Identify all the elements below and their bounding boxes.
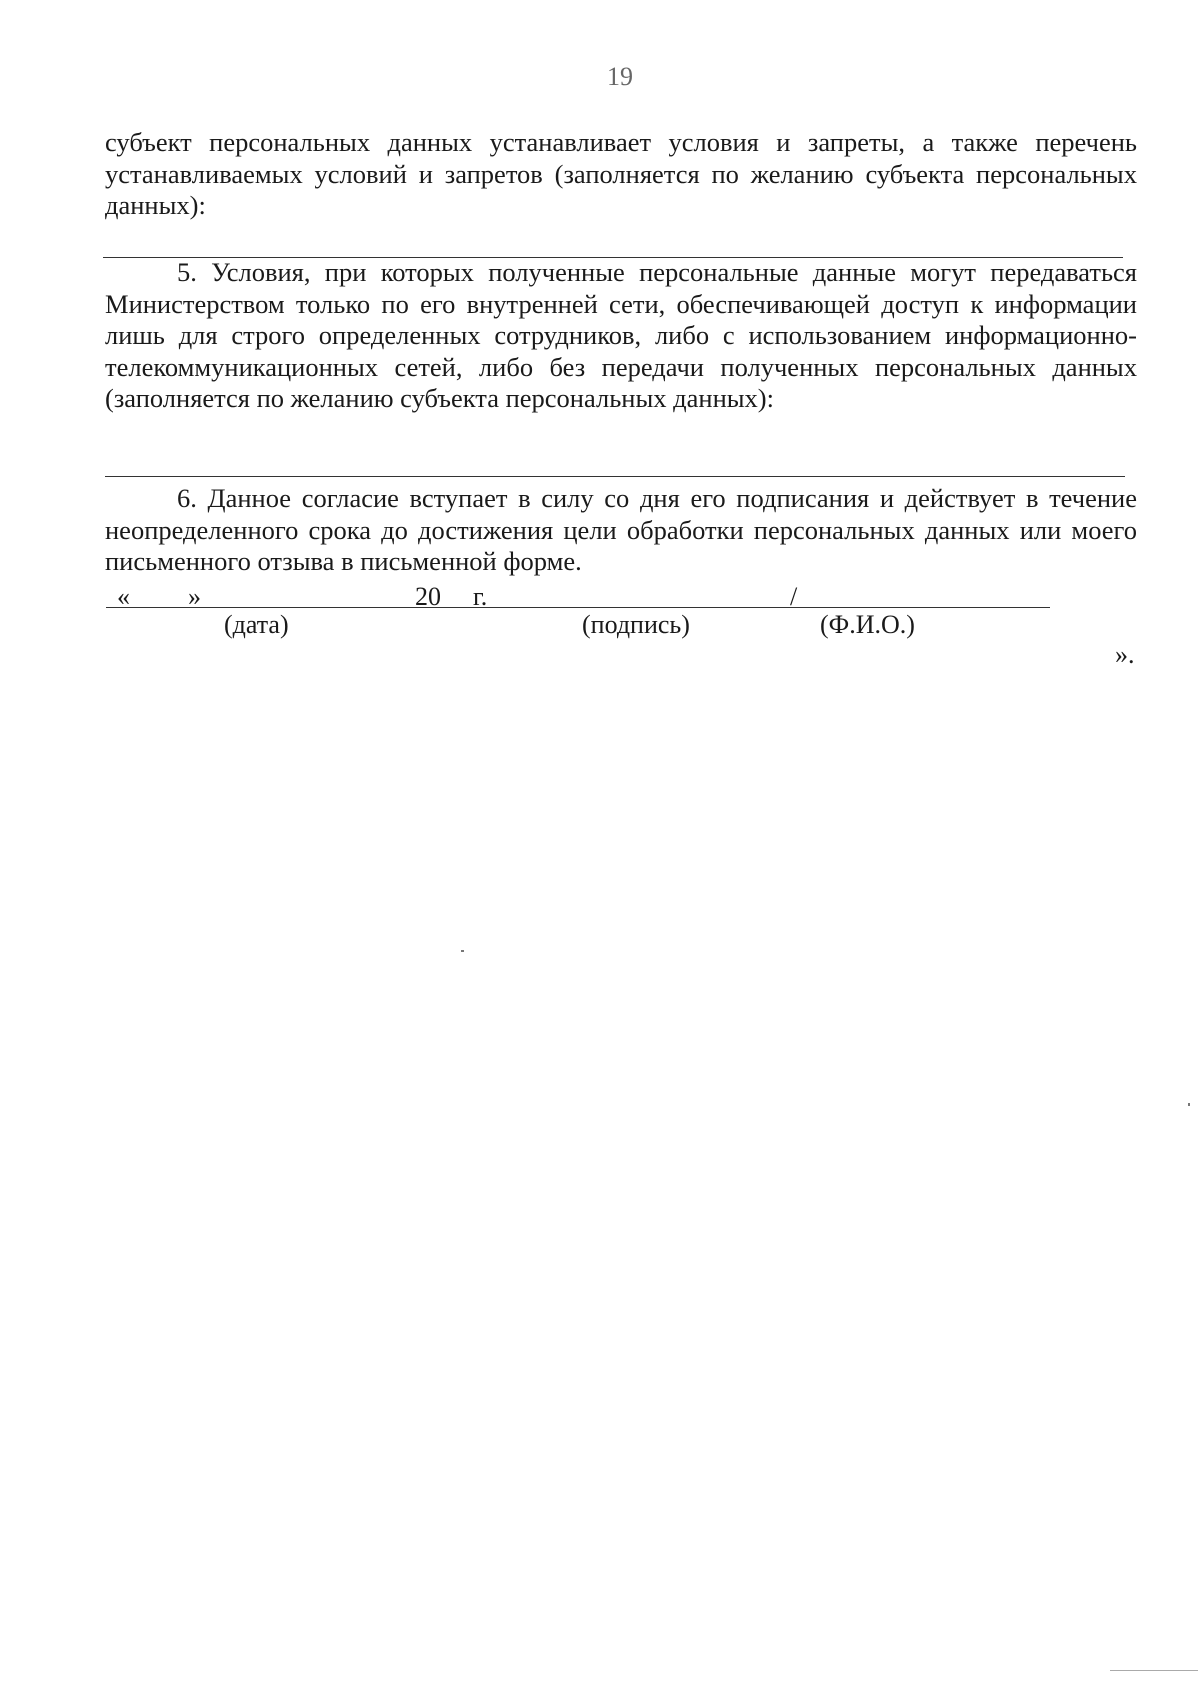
signature-line <box>106 607 1050 608</box>
label-signature: (подпись) <box>582 610 690 639</box>
date-open-quote: « <box>117 582 130 611</box>
label-date: (дата) <box>224 610 289 639</box>
scan-speck <box>461 950 464 952</box>
paragraph-item-6: 6. Данное согласие вступает в силу со дня его подписания и действует в течение неопределенного срока до достижения цели обработки персональных данных или моего письменного отзыва в письменной форме. <box>105 483 1137 576</box>
year-prefix: 20 <box>415 582 441 611</box>
scan-speck <box>1188 1103 1190 1106</box>
closing-quote: ». <box>1115 640 1135 669</box>
label-full-name: (Ф.И.О.) <box>820 610 915 639</box>
paragraph-item-5: 5. Условия, при которых полученные персональные данные могут передаваться Министерством только по его внутренней сети, обеспечивающей доступ к информации лишь для строго определенных сотрудников, либо с использованием информационно-телекоммуникационных сетей, либо без передачи полученных персональных данных (заполняется по желанию субъекта персональных данных): <box>105 257 1137 413</box>
date-close-quote: » <box>188 582 201 611</box>
page-number: 19 <box>607 62 633 91</box>
fill-in-line-2 <box>105 476 1125 477</box>
scan-edge-mark <box>1110 1670 1198 1671</box>
paragraph-intro: субъект персональных данных устанавливает условия и запреты, а также перечень устанавливаемых условий и запретов (заполняется по желанию субъекта персональных данных): <box>105 127 1137 220</box>
signature-labels <box>0 610 1200 640</box>
year-suffix: г. <box>473 582 488 611</box>
signature-name-slash: / <box>790 582 798 611</box>
